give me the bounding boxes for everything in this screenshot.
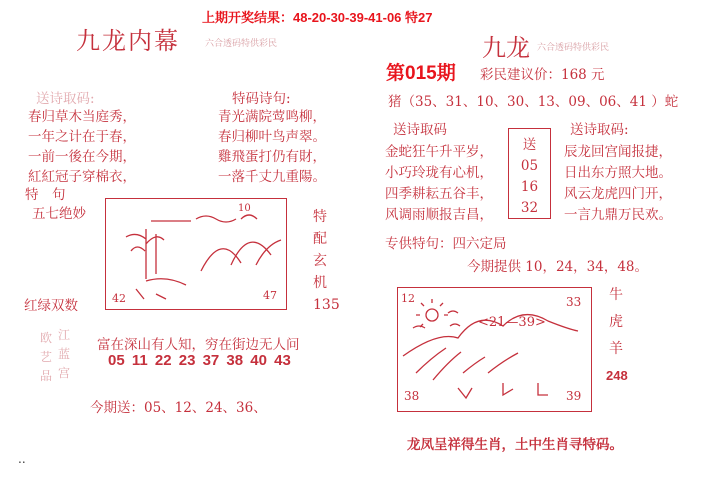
vertical-char: 羊 xyxy=(609,341,623,357)
wu-qi-label: 五七绝妙 xyxy=(32,206,86,222)
left-poem-b xyxy=(218,107,326,187)
side-chars-col1 xyxy=(40,329,52,386)
poem-line: 一前一後在今期， xyxy=(28,149,136,165)
poem-line: 青光满院莺鸣柳， xyxy=(218,109,326,125)
proverb: 富在深山有人知，穷在街边无人问 xyxy=(97,337,300,353)
right-vertical-number: 248 xyxy=(606,368,628,383)
sketch-number: 38 xyxy=(404,389,420,403)
vertical-char: 虎 xyxy=(609,314,623,330)
poem-line: 小巧玲珑有心机， xyxy=(385,165,493,181)
send-number: 32 xyxy=(520,200,539,216)
poem-line: 春归柳叶鸟声翠。 xyxy=(218,129,326,145)
sketch-drawing xyxy=(106,199,286,309)
poem-line: 一落千丈九重陽。 xyxy=(218,169,326,185)
sketch-drawing xyxy=(398,288,591,411)
sketch-number: 10 xyxy=(238,203,251,214)
poem-line: 辰龙回宫闻报捷， xyxy=(564,144,672,160)
right-title: 九龙 xyxy=(482,34,530,62)
sketch-number: 33 xyxy=(566,295,582,309)
left-vertical-number: 135 xyxy=(313,297,340,313)
right-sketch-box xyxy=(397,287,592,412)
side-chars-col2 xyxy=(58,326,70,383)
poem-line: 四季耕耘五谷丰， xyxy=(385,186,493,202)
sketch-range: <21—39> xyxy=(478,315,546,330)
red-green-label: 红绿双数 xyxy=(24,298,78,314)
te-ju-label: 特 句 xyxy=(25,187,66,203)
sketch-number: 42 xyxy=(112,292,126,305)
right-poem-b-title: 送诗取码: xyxy=(570,122,629,138)
suggested-price: 彩民建议价：168 元 xyxy=(480,67,605,83)
today-offer: 今期提供 10，24，34，48。 xyxy=(467,259,649,275)
poem-line: 风云龙虎四门开， xyxy=(564,186,672,202)
poem-line: 日出东方照大地。 xyxy=(564,165,672,181)
poem-line: 一言九鼎万民欢。 xyxy=(564,207,672,223)
sketch-number: 12 xyxy=(401,292,415,305)
vertical-char: 特 xyxy=(313,209,327,225)
right-poem-a xyxy=(385,142,493,226)
poem-line: 紅紅冠子穿棉衣， xyxy=(28,169,136,185)
today-send: 今期送：05、12、24、36、 xyxy=(90,400,267,416)
left-vertical xyxy=(313,206,327,294)
side-char: 蓝 xyxy=(58,347,71,361)
vertical-char: 机 xyxy=(313,275,327,291)
right-poem-b xyxy=(564,142,672,226)
send-number: 16 xyxy=(520,179,539,195)
right-subtitle: 六合透码特供彩民 xyxy=(537,43,610,53)
left-title: 九龙内幕 xyxy=(76,27,180,55)
side-char: 品 xyxy=(40,369,53,383)
send-label: 送 xyxy=(522,137,537,153)
poem-line: 一年之计在于春， xyxy=(28,129,136,145)
poem-line: 春归草木当庭秀， xyxy=(28,109,136,125)
bottom-phrase: 龙凤呈祥得生肖，土中生肖寻特码。 xyxy=(407,437,623,453)
sketch-number: 39 xyxy=(566,389,582,403)
right-vertical xyxy=(609,282,623,363)
left-sketch-box xyxy=(105,198,287,310)
send-number: 05 xyxy=(520,158,539,174)
left-poem-b-title: 特码诗句: xyxy=(232,91,291,107)
sketch-number: 47 xyxy=(263,289,277,302)
vertical-char: 牛 xyxy=(609,287,623,303)
send-box xyxy=(508,128,551,219)
right-poem-a-title: 送诗取码 xyxy=(393,122,447,138)
left-subtitle: 六合透码特供彩民 xyxy=(205,39,278,49)
side-char: 江 xyxy=(58,328,71,342)
special-phrase: 专供特句：四六定局 xyxy=(385,236,507,252)
left-poem-a-title: 送诗取码: xyxy=(36,91,95,107)
issue-number: 第015期 xyxy=(386,63,456,84)
left-poem-a xyxy=(28,107,136,187)
last-result-banner: 上期开奖结果：48-20-30-39-41-06 特27 xyxy=(202,10,433,25)
dots: .. xyxy=(18,452,26,466)
poem-line: 金蛇狂午升平岁， xyxy=(385,144,493,160)
pig-snake-numbers: 猪（35、31、10、30、13、09、06、41 ）蛇 xyxy=(388,94,679,110)
poem-line: 雞飛蛋打仍有財， xyxy=(218,149,326,165)
poem-line: 风调雨顺报吉昌， xyxy=(385,207,493,223)
side-char: 艺 xyxy=(40,350,53,364)
vertical-char: 配 xyxy=(313,231,327,247)
left-numbers: 05 11 22 23 37 38 40 43 xyxy=(108,352,291,369)
vertical-char: 玄 xyxy=(313,253,327,269)
side-char: 欧 xyxy=(40,331,53,345)
side-char: 宫 xyxy=(58,366,71,380)
